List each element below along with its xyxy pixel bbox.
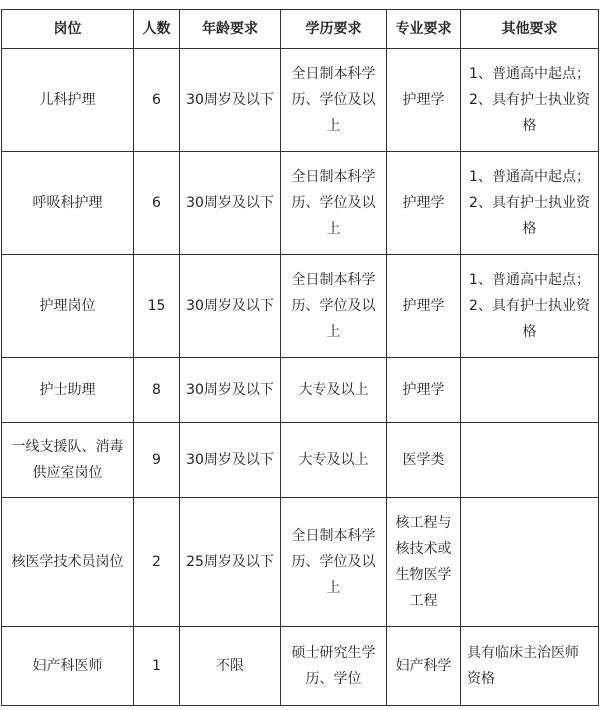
table-row (2, 358, 599, 423)
cell-major: 护理学 (387, 255, 461, 358)
cell-education: 大专及以上 (281, 358, 387, 423)
cell-major: 护理学 (387, 358, 461, 423)
table-row (2, 255, 599, 358)
cell-count: 2 (134, 498, 180, 627)
header-other: 其他要求 (461, 10, 599, 49)
cell-post: 护士助理 (2, 358, 134, 423)
cell-count: 6 (134, 152, 180, 255)
table-row (2, 49, 599, 152)
cell-other: 1、普通高中起点；2、具有护士执业资格 (461, 152, 599, 255)
cell-post: 呼吸科护理 (2, 152, 134, 255)
cell-post: 儿科护理 (2, 49, 134, 152)
cell-age: 30周岁及以下 (180, 152, 281, 255)
cell-major: 护理学 (387, 152, 461, 255)
cell-major: 妇产科学 (387, 627, 461, 706)
cell-post: 核医学技术员岗位 (2, 498, 134, 627)
cell-post: 护理岗位 (2, 255, 134, 358)
cell-count: 15 (134, 255, 180, 358)
recruitment-table (1, 9, 599, 706)
cell-count: 1 (134, 627, 180, 706)
cell-count: 9 (134, 423, 180, 498)
header-age: 年龄要求 (180, 10, 281, 49)
cell-post: 妇产科医师 (2, 627, 134, 706)
table-row (2, 423, 599, 498)
cell-age: 不限 (180, 627, 281, 706)
cell-education: 全日制本科学历、学位及以上 (281, 498, 387, 627)
cell-count: 8 (134, 358, 180, 423)
cell-major: 护理学 (387, 49, 461, 152)
table-row (2, 152, 599, 255)
cell-count: 6 (134, 49, 180, 152)
cell-education: 硕士研究生学历、学位 (281, 627, 387, 706)
cell-education: 全日制本科学历、学位及以上 (281, 152, 387, 255)
cell-other (461, 358, 599, 423)
cell-other (461, 498, 599, 627)
cell-education: 大专及以上 (281, 423, 387, 498)
cell-age: 30周岁及以下 (180, 255, 281, 358)
header-major: 专业要求 (387, 10, 461, 49)
table-header-row (2, 10, 599, 49)
cell-education: 全日制本科学历、学位及以上 (281, 49, 387, 152)
cell-post: 一线支援队、消毒供应室岗位 (2, 423, 134, 498)
cell-age: 30周岁及以下 (180, 423, 281, 498)
cell-education: 全日制本科学历、学位及以上 (281, 255, 387, 358)
cell-other: 具有临床主治医师资格 (461, 627, 599, 706)
recruitment-table-wrapper (1, 9, 599, 706)
table-row (2, 498, 599, 627)
cell-age: 30周岁及以下 (180, 358, 281, 423)
cell-other (461, 423, 599, 498)
header-post: 岗位 (2, 10, 134, 49)
cell-age: 25周岁及以下 (180, 498, 281, 627)
cell-age: 30周岁及以下 (180, 49, 281, 152)
table-row (2, 627, 599, 706)
cell-major: 医学类 (387, 423, 461, 498)
cell-major: 核工程与核技术或生物医学工程 (387, 498, 461, 627)
header-education: 学历要求 (281, 10, 387, 49)
cell-other: 1、普通高中起点；2、具有护士执业资格 (461, 49, 599, 152)
header-count: 人数 (134, 10, 180, 49)
cell-other: 1、普通高中起点；2、具有护士执业资格 (461, 255, 599, 358)
